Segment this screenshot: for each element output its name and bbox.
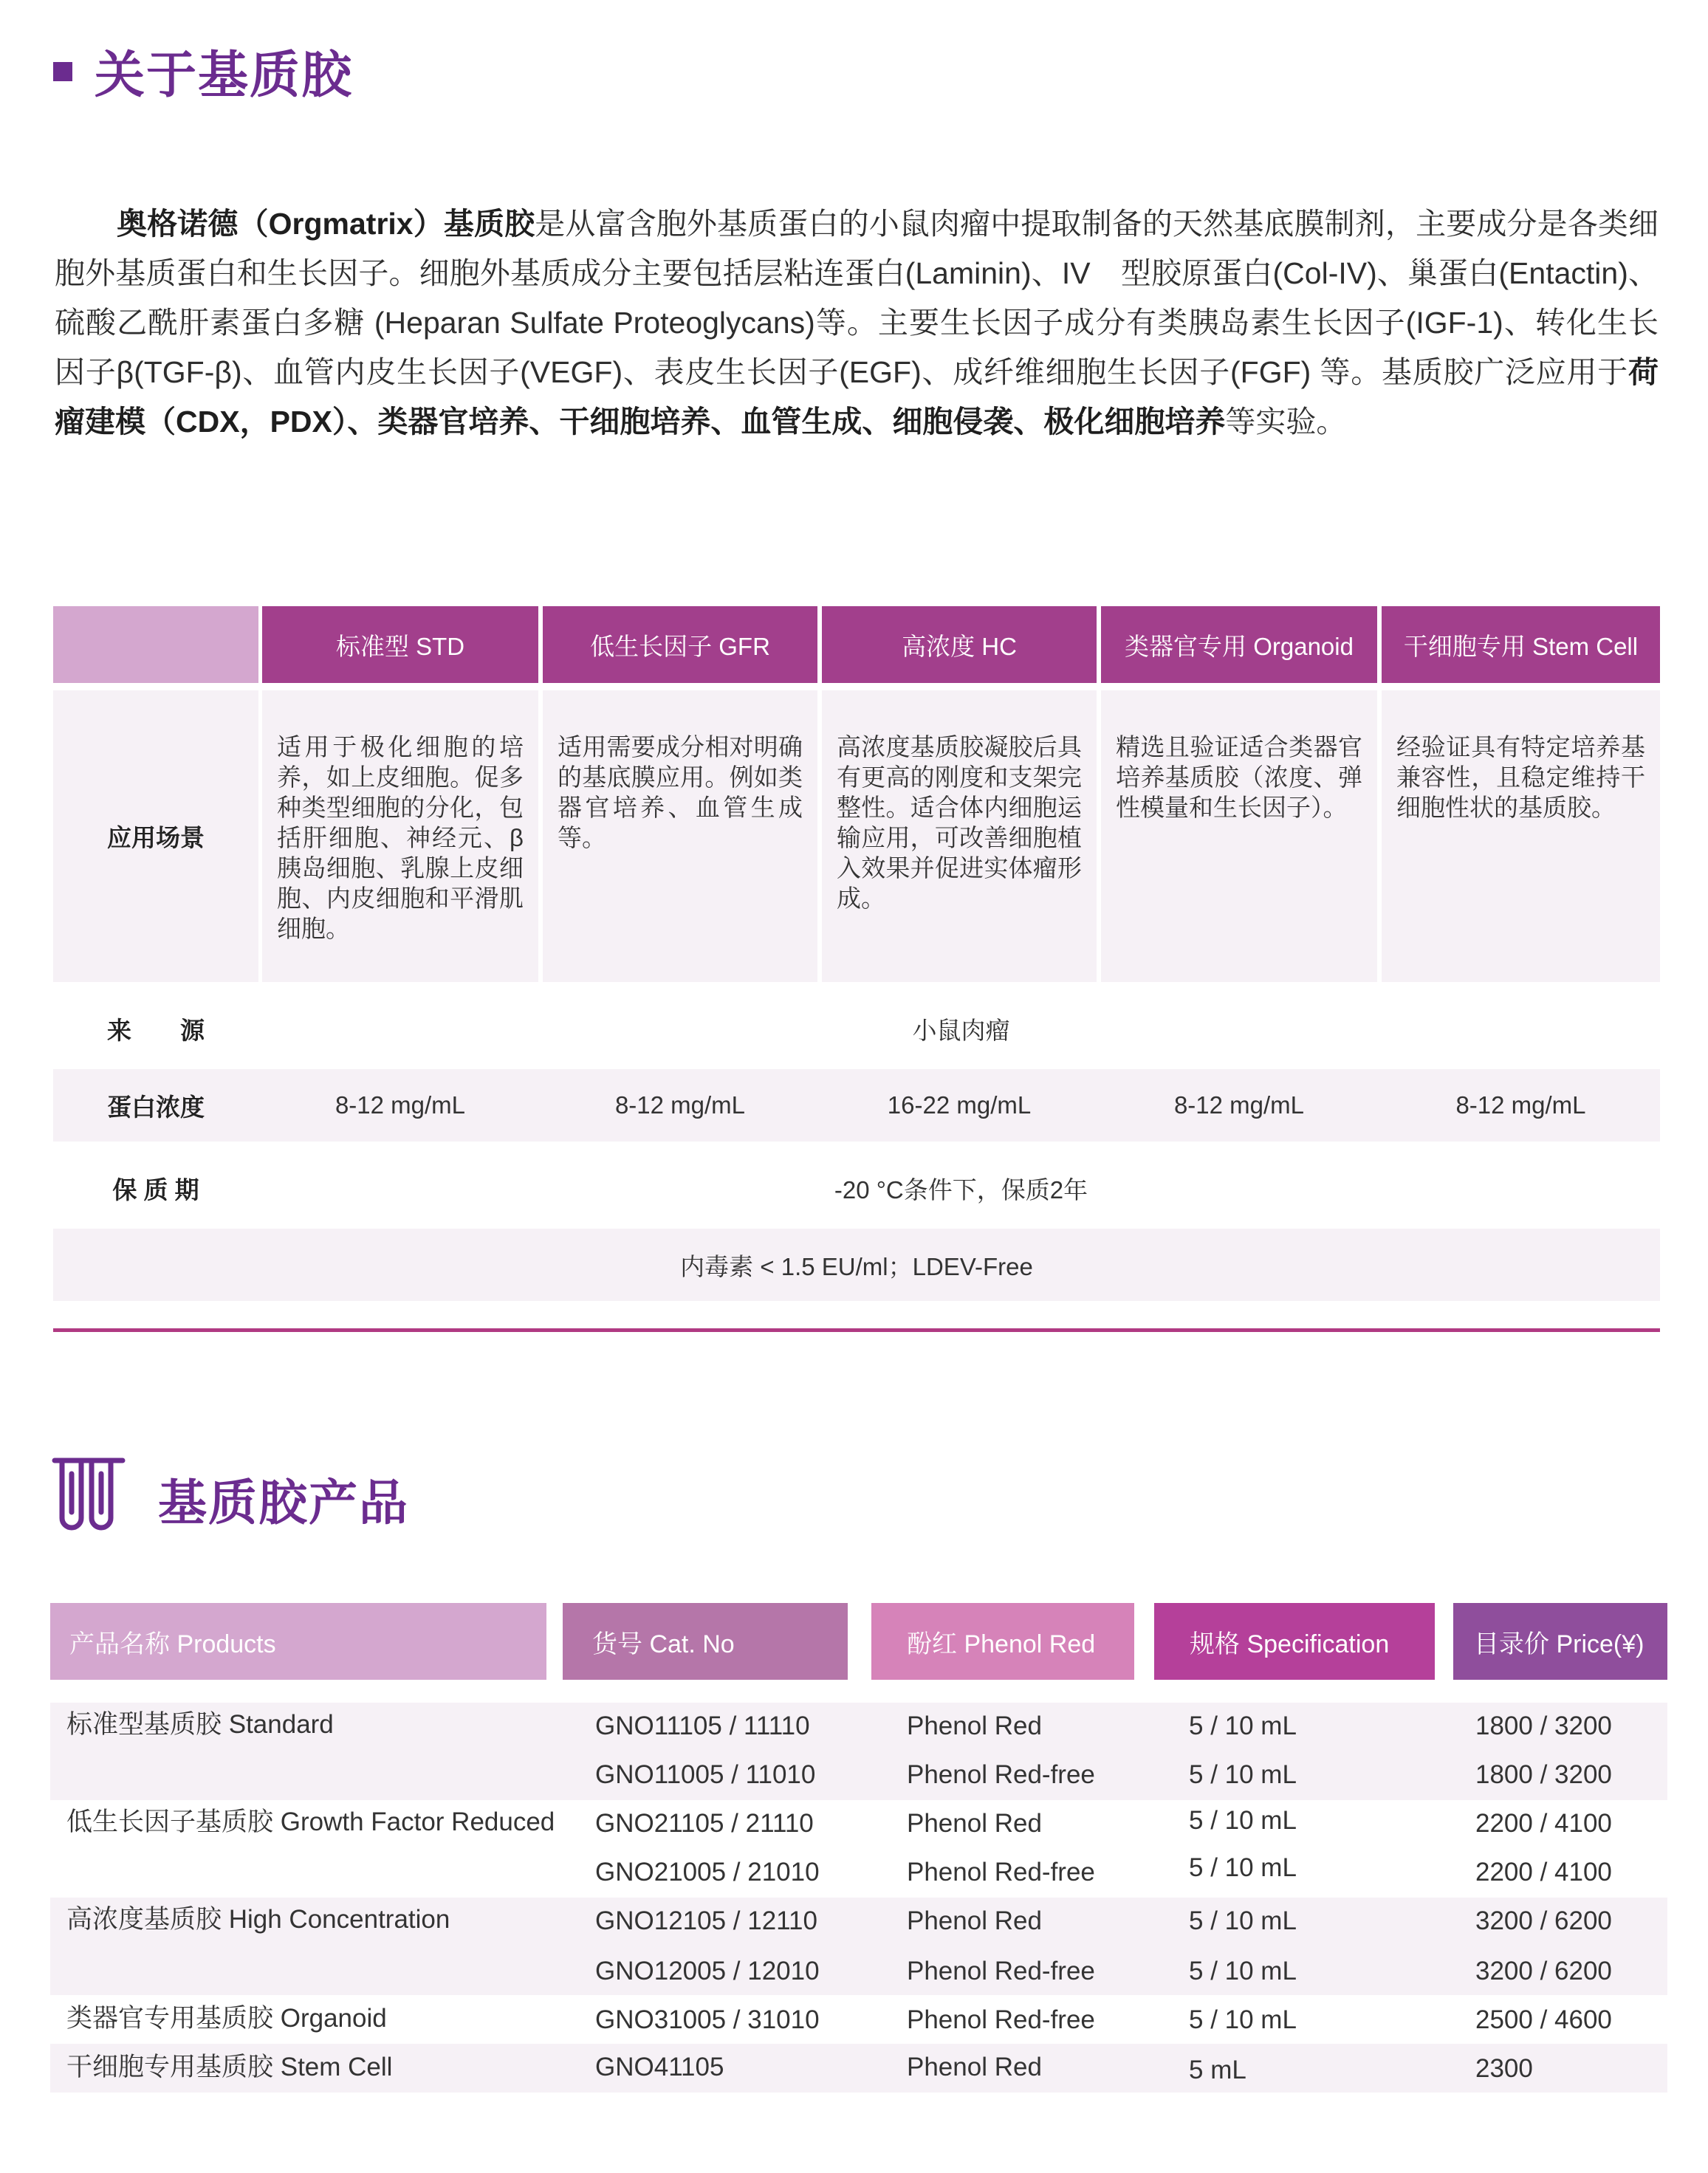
intro-paragraph — [55, 199, 1659, 447]
app-cell-organoid: 精选且验证适合类器官培养基质胶（浓度、弹性模量和生长因子）。 — [1101, 690, 1377, 982]
cat-no: GNO11005 / 11010 — [595, 1760, 816, 1789]
app-cell-hc: 高浓度基质胶凝胶后具有更高的刚度和支架完整性。适合体内细胞运输应用，可改善细胞植入效果并促进实体瘤形成。 — [822, 690, 1097, 982]
test-tubes-icon — [52, 1456, 126, 1539]
specification: 5 / 10 mL — [1189, 1760, 1297, 1789]
price: 2300 — [1475, 2054, 1533, 2083]
brand-name: 奥格诺德（Orgmatrix）基质胶 — [117, 207, 535, 241]
phenol-red: Phenol Red — [907, 1809, 1042, 1838]
price: 2500 / 4600 — [1475, 2005, 1612, 2034]
specification: 5 / 10 mL — [1189, 1906, 1297, 1935]
section-divider — [53, 1328, 1660, 1332]
conc-hc: 16-22 mg/mL — [887, 1091, 1032, 1119]
cat-no: GNO12105 / 12110 — [595, 1906, 817, 1935]
product-name: 高浓度基质胶 High Concentration — [66, 1905, 450, 1934]
specification: 5 / 10 mL — [1189, 1853, 1297, 1882]
specification: 5 / 10 mL — [1189, 1957, 1297, 1985]
price: 3200 / 6200 — [1475, 1906, 1612, 1935]
specification: 5 / 10 mL — [1189, 1712, 1297, 1740]
table-corner-cell — [53, 606, 258, 683]
col-header-organoid: 类器官专用 Organoid — [1101, 606, 1377, 683]
header-product-name: 产品名称 Products — [50, 1603, 546, 1680]
header-phenol-red: 酚红 Phenol Red — [871, 1603, 1134, 1680]
cat-no: GNO21005 / 21010 — [595, 1858, 820, 1887]
intro-text: 是从富含胞外基质蛋白的小鼠肉瘤中提取制备的天然基底膜制剂，主要成分是各类细胞外基质蛋白和生长因子。细胞外基质成分主要包括层粘连蛋白(Laminin)、IV 型胶原蛋白(Col-IV)、巢蛋白(Entactin)、硫酸乙酰肝素蛋白多糖 (Heparan Sulfate Proteoglycans)等。主要生长因子成分有类胰岛素生长因子(IGF-1)、转化生长因子β(TGF-β)、血管内皮生长因子(VEGF)、表皮生长因子(EGF)、成纤维细胞生长因子(FGF) 等。基质胶广泛应用于 — [55, 207, 1659, 389]
product-name: 类器官专用基质胶 Organoid — [66, 2004, 387, 2033]
cat-no: GNO21105 / 21110 — [595, 1809, 814, 1838]
row-label-source: 来 源 — [107, 1016, 205, 1044]
header-price: 目录价 Price(¥) — [1453, 1603, 1667, 1680]
phenol-red: Phenol Red — [907, 1906, 1042, 1935]
phenol-red: Phenol Red — [907, 2053, 1042, 2081]
cat-no: GNO11105 / 11110 — [595, 1712, 810, 1740]
price: 1800 / 3200 — [1475, 1712, 1612, 1740]
row-label-concentration: 蛋白浓度 — [107, 1093, 205, 1121]
conc-stemcell: 8-12 mg/mL — [1455, 1091, 1586, 1119]
price: 1800 / 3200 — [1475, 1760, 1612, 1789]
phenol-red: Phenol Red-free — [907, 1858, 1095, 1887]
phenol-red: Phenol Red — [907, 1712, 1042, 1740]
shelf-life-value: -20 °C条件下，保质2年 — [834, 1175, 1088, 1204]
row-label-shelf-life: 保 质 期 — [112, 1175, 199, 1204]
app-cell-gfr: 适用需要成分相对明确的基底膜应用。例如类器官培养、血管生成等。 — [543, 690, 817, 982]
app-cell-std: 适用于极化细胞的培养，如上皮细胞。促多种类型细胞的分化，包括肝细胞、神经元、β胰岛细胞、乳腺上皮细胞、内皮细胞和平滑肌细胞。 — [262, 690, 538, 982]
cat-no: GNO12005 / 12010 — [595, 1957, 820, 1985]
section-title-about: 关于基质胶 — [95, 47, 354, 103]
price: 2200 / 4100 — [1475, 1858, 1612, 1887]
phenol-red: Phenol Red-free — [907, 2005, 1095, 2034]
cat-no: GNO41105 — [595, 2053, 724, 2081]
price: 3200 / 6200 — [1475, 1957, 1612, 1985]
section-title-products: 基质胶产品 — [158, 1475, 409, 1530]
specification: 5 / 10 mL — [1189, 1806, 1297, 1835]
conc-std: 8-12 mg/mL — [335, 1091, 466, 1119]
price: 2200 / 4100 — [1475, 1809, 1612, 1838]
heading-square-bullet — [53, 62, 72, 81]
header-specification: 规格 Specification — [1154, 1603, 1435, 1680]
source-value: 小鼠肉瘤 — [912, 1016, 1010, 1044]
cat-no: GNO31005 / 31010 — [595, 2005, 820, 2034]
conc-gfr: 8-12 mg/mL — [614, 1091, 746, 1119]
product-name: 干细胞专用基质胶 Stem Cell — [66, 2053, 393, 2081]
app-cell-stemcell: 经验证具有特定培养基兼容性，且稳定维持干细胞性状的基质胶。 — [1382, 690, 1660, 982]
col-header-hc: 高浓度 HC — [822, 606, 1097, 683]
header-cat-no: 货号 Cat. No — [563, 1603, 848, 1680]
phenol-red: Phenol Red-free — [907, 1760, 1095, 1789]
col-header-stemcell: 干细胞专用 Stem Cell — [1382, 606, 1660, 683]
phenol-red: Phenol Red-free — [907, 1957, 1095, 1985]
specification: 5 / 10 mL — [1189, 2005, 1297, 2034]
intro-tail: 等实验。 — [1225, 405, 1347, 439]
intro-applications: 荷瘤建模（CDX，PDX）、类器官培养、干细胞培养、血管生成、细胞侵袭、极化细胞培养 — [55, 355, 1659, 439]
row-label-applications: 应用场景 — [107, 824, 205, 851]
product-name: 标准型基质胶 Standard — [66, 1710, 334, 1739]
conc-organoid: 8-12 mg/mL — [1173, 1091, 1305, 1119]
col-header-gfr: 低生长因子 GFR — [543, 606, 817, 683]
endotoxin-note: 内毒素 < 1.5 EU/ml；LDEV-Free — [53, 1229, 1660, 1301]
specification: 5 mL — [1189, 2056, 1246, 2084]
col-header-std: 标准型 STD — [262, 606, 538, 683]
product-name: 低生长因子基质胶 Growth Factor Reduced — [66, 1808, 555, 1836]
